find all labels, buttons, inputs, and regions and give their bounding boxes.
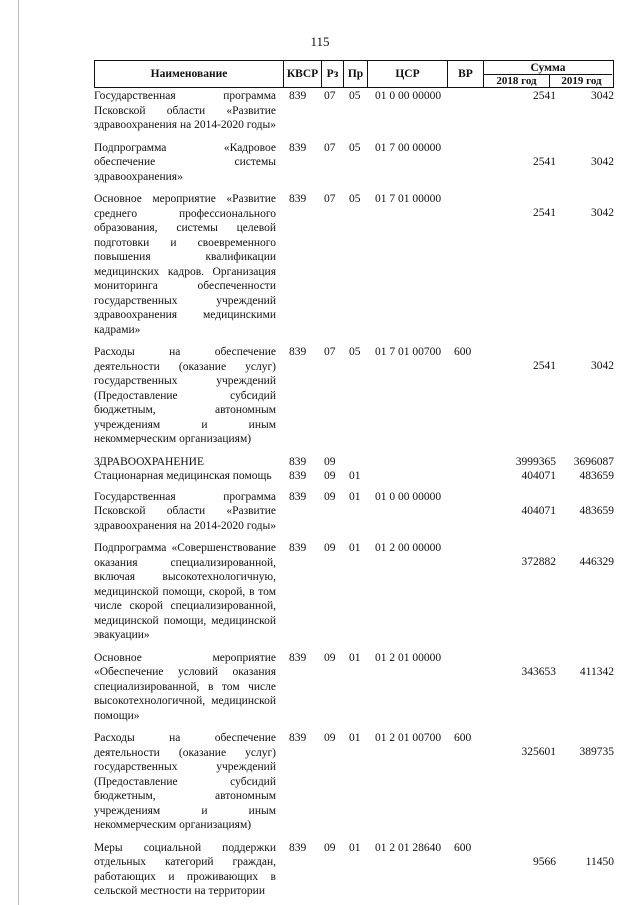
row-kvsr: 839 [289, 732, 307, 744]
row-pr: 01 [349, 841, 361, 854]
row-csr: 01 7 00 00000 [375, 141, 442, 154]
scan-edge-line [18, 0, 19, 905]
row-kvsr: 839 [289, 455, 307, 468]
row-sum-2019: 483659 [579, 504, 614, 517]
row-pr: 01 [349, 490, 361, 503]
header-rz: Рз [321, 61, 343, 87]
row-name: Расходы на обеспечение деятельности (оказание услуг) государственных учреждений (Предоставление субсидий бюджетным, автономным учреждениям и иным некоммерческим организациям) [94, 732, 276, 831]
row-kvsr: 839 [289, 90, 307, 102]
row-sum-2018: 3999365 [515, 455, 556, 468]
row-name: Государственная программа Псковской области «Развитие здравоохранения на 2014-2020 годы» [94, 90, 276, 131]
row-name: ЗДРАВООХРАНЕНИЕ [94, 455, 205, 468]
row-sum-2018: 404071 [521, 470, 556, 482]
header-sum-group [483, 61, 612, 87]
row-name: Подпрограмма «Кадровое обеспечение системы здравоохранения» [94, 141, 276, 183]
row-vr: 600 [454, 841, 472, 854]
header-pr: Пр [343, 61, 367, 87]
row-rz: 09 [324, 490, 336, 503]
page-number: 115 [310, 34, 330, 49]
row-rz: 07 [324, 346, 336, 358]
table-row [94, 455, 614, 470]
header-2019: 2019 год [561, 75, 602, 87]
row-csr: 01 2 01 00000 [375, 651, 442, 664]
table-row [94, 651, 614, 724]
row-kvsr: 839 [289, 141, 307, 154]
row-rz: 07 [324, 141, 336, 154]
table-row [94, 469, 614, 484]
row-csr: 01 0 00 00000 [375, 90, 442, 102]
row-sum-2019: 3042 [591, 90, 614, 102]
row-pr: 01 [349, 542, 361, 554]
row-pr: 05 [349, 141, 361, 154]
table-body [94, 89, 614, 899]
row-kvsr: 839 [289, 651, 307, 664]
row-kvsr: 839 [289, 193, 307, 205]
row-csr: 01 7 01 00700 [375, 346, 442, 358]
row-rz: 09 [324, 455, 336, 468]
row-name: Стационарная медицинская помощь [94, 470, 272, 482]
row-sum-2018: 343653 [521, 665, 556, 678]
row-sum-2018: 2541 [533, 90, 556, 102]
row-sum-2018: 2541 [533, 360, 556, 372]
row-sum-2019: 483659 [579, 470, 614, 482]
row-rz: 09 [324, 732, 336, 744]
header-name: Наименование [150, 68, 228, 80]
row-rz: 07 [324, 90, 336, 102]
row-pr: 01 [349, 651, 361, 664]
row-rz: 07 [324, 193, 336, 205]
row-kvsr: 839 [289, 470, 307, 482]
row-sum-2018: 2541 [533, 155, 556, 168]
row-name: Основное мероприятие «Обеспечение условий оказания специализированной, в том числе высокотехнологичной, медицинской помощи» [94, 651, 276, 722]
table-row [94, 541, 614, 643]
row-name: Государственная программа Псковской области «Развитие здравоохранения на 2014-2020 годы» [94, 490, 276, 532]
header-vr: ВР [447, 61, 483, 87]
row-sum-2019: 3696087 [573, 455, 614, 468]
row-sum-2018: 404071 [521, 504, 556, 517]
row-pr: 05 [349, 90, 361, 102]
row-sum-2019: 411342 [579, 665, 614, 678]
row-csr: 01 2 00 00000 [375, 542, 442, 554]
table-row [94, 841, 614, 899]
header-2018: 2018 год [484, 74, 550, 88]
row-csr: 01 2 01 00700 [375, 732, 442, 744]
row-sum-2018: 2541 [533, 207, 556, 219]
row-name: Основное мероприятие «Развитие среднего профессионального образования, системы целевой подготовки и своевременного повышения квалификации медицинских кадров. Организация мониторинга обеспеченности государственных учреждений здравоохранения медицинскими кадрами» [94, 193, 276, 336]
row-sum-2019: 3042 [591, 360, 614, 372]
header-kvsr: КВСР [283, 61, 321, 87]
row-kvsr: 839 [289, 841, 307, 854]
row-kvsr: 839 [289, 542, 307, 554]
row-pr: 05 [349, 346, 361, 358]
table-header [94, 60, 614, 88]
table-row [94, 345, 614, 447]
row-kvsr: 839 [289, 490, 307, 503]
row-sum-2018: 372882 [521, 556, 556, 568]
row-sum-2019: 446329 [579, 556, 614, 568]
row-name: Расходы на обеспечение деятельности (оказание услуг) государственных учреждений (Предоставление субсидий бюджетным, автономным учреждениям и иным некоммерческим организациям) [94, 346, 276, 445]
row-sum-2018: 325601 [521, 746, 556, 758]
row-rz: 09 [324, 542, 336, 554]
row-pr: 05 [349, 193, 361, 205]
table-row [94, 731, 614, 833]
header-csr: ЦСР [367, 61, 447, 87]
row-kvsr: 839 [289, 346, 307, 358]
row-name: Меры социальной поддержки отдельных категорий граждан, работающих и проживающих в сельской местности на территории [94, 841, 276, 897]
row-csr: 01 2 01 28640 [375, 841, 442, 854]
header-sum: Сумма [484, 61, 612, 75]
row-csr: 01 7 01 00000 [375, 193, 442, 205]
row-rz: 09 [324, 651, 336, 664]
row-rz: 09 [324, 841, 336, 854]
row-rz: 09 [324, 470, 336, 482]
table-row [94, 490, 614, 534]
row-csr: 01 0 00 00000 [375, 490, 442, 503]
row-vr: 600 [454, 346, 472, 358]
row-sum-2019: 3042 [591, 155, 614, 168]
row-vr: 600 [454, 732, 472, 744]
row-name: Подпрограмма «Совершенствование оказания специализированной, включая высокотехнологичную, медицинской помощи, скорой, в том числе скорой специализированной, медицинской помощи, медицинской эвакуации» [94, 542, 276, 641]
row-pr: 01 [349, 732, 361, 744]
row-sum-2019: 11450 [585, 855, 614, 868]
table-row [94, 89, 614, 133]
row-pr: 01 [349, 470, 361, 482]
table-row [94, 192, 614, 337]
row-sum-2019: 3042 [591, 207, 614, 219]
table-row [94, 141, 614, 185]
row-sum-2019: 389735 [579, 746, 614, 758]
row-sum-2018: 9566 [533, 855, 556, 868]
